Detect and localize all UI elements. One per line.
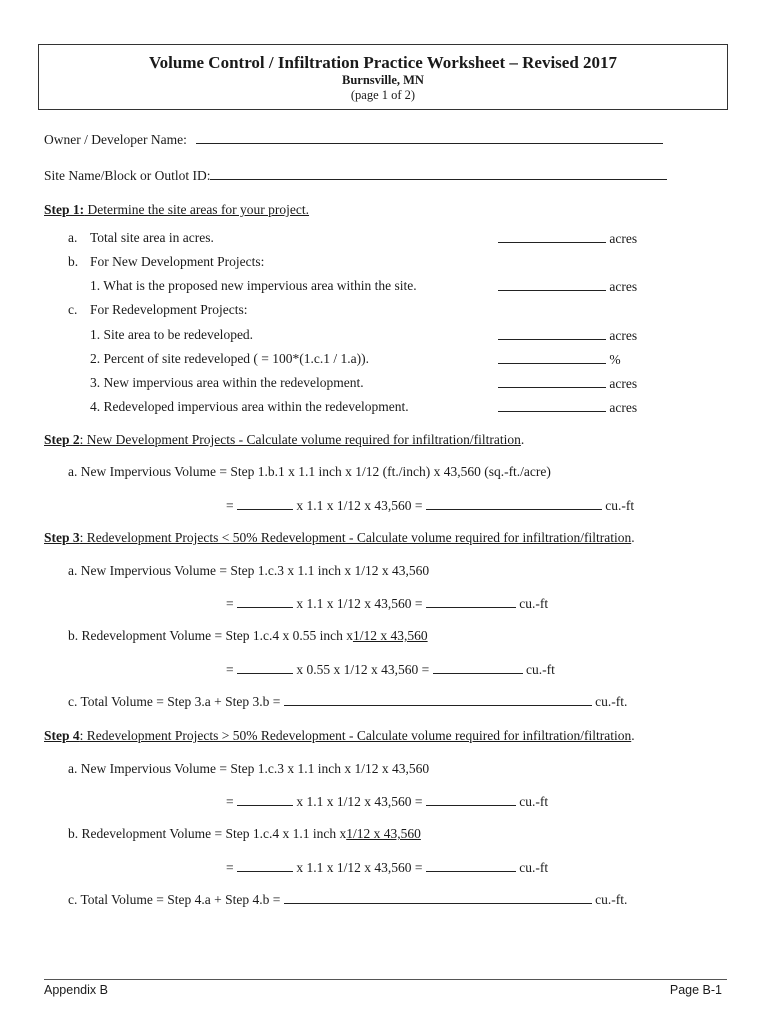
step1-a-answer: acres	[498, 230, 637, 247]
step4-heading: Step 4: Redevelopment Projects > 50% Redevelopment - Calculate volume required for infiltration/filtration.	[44, 728, 635, 743]
step2-result-field[interactable]	[426, 497, 602, 510]
step3b-result-field[interactable]	[433, 661, 523, 674]
step1-c3-label: 3. New impervious area within the redevelopment.	[90, 375, 364, 390]
site-row	[44, 167, 667, 184]
step3-heading: Step 3: Redevelopment Projects < 50% Redevelopment - Calculate volume required for infiltration/filtration.	[44, 530, 635, 545]
redeveloped-impervious-field[interactable]	[498, 399, 606, 412]
step1-b-label: For New Development Projects:	[90, 254, 265, 269]
step2-a-calc: = x 1.1 x 1/12 x 43,560 = cu.-ft	[226, 498, 635, 513]
step4-c-total: c. Total Volume = Step 4.a + Step 4.b = cu.-ft.	[68, 892, 628, 907]
new-impervious-area-field[interactable]	[498, 278, 606, 291]
total-site-area-field[interactable]	[498, 230, 606, 243]
step4-b-formula: b. Redevelopment Volume = Step 1.c.4 x 1.1 inch x1/12 x 43,560	[68, 826, 421, 841]
owner-row	[44, 131, 663, 148]
step1-c-label: For Redevelopment Projects:	[90, 302, 248, 317]
step1-a-label: Total site area in acres.	[90, 230, 214, 245]
footer-divider	[44, 979, 727, 980]
site-label: Site Name/Block or Outlot ID:	[44, 168, 211, 183]
footer-page-number: Page B-1	[669, 983, 722, 997]
step3-c-total: c. Total Volume = Step 3.a + Step 3.b = cu.-ft.	[68, 694, 628, 709]
step1-b1-answer: acres	[498, 278, 637, 295]
site-name-field[interactable]	[210, 167, 667, 180]
step2-a-formula: a. New Impervious Volume = Step 1.b.1 x 1.1 inch x 1/12 (ft./inch) x 43,560 (sq.-ft./acre)	[68, 464, 551, 479]
step3b-input-field[interactable]	[237, 661, 293, 674]
step4b-input-field[interactable]	[237, 859, 293, 872]
step4b-result-field[interactable]	[426, 859, 516, 872]
step4-a-formula: a. New Impervious Volume = Step 1.c.3 x 1.1 inch x 1/12 x 43,560	[68, 761, 430, 776]
step3-b-formula: b. Redevelopment Volume = Step 1.c.4 x 0.55 inch x1/12 x 43,560	[68, 628, 428, 643]
owner-label: Owner / Developer Name:	[44, 132, 187, 147]
step1-c-marker: c.	[68, 302, 78, 317]
step4-a-calc: = x 1.1 x 1/12 x 43,560 = cu.-ft	[226, 794, 549, 809]
step4-b-calc: = x 1.1 x 1/12 x 43,560 = cu.-ft	[226, 860, 549, 875]
step1-a-marker: a.	[68, 230, 78, 245]
step1-c1-answer: acres	[498, 327, 637, 344]
header-box	[38, 44, 728, 110]
step1-c3-answer: acres	[498, 375, 637, 392]
step3-a-formula: a. New Impervious Volume = Step 1.c.3 x 1.1 inch x 1/12 x 43,560	[68, 563, 430, 578]
percent-redeveloped-field[interactable]	[498, 351, 606, 364]
step1-c4-answer: acres	[498, 399, 637, 416]
step3-b-calc: = x 0.55 x 1/12 x 43,560 = cu.-ft	[226, 662, 555, 677]
step1-c2-label: 2. Percent of site redeveloped ( = 100*(1.c.1 / 1.a)).	[90, 351, 370, 366]
step2-heading: Step 2: New Development Projects - Calculate volume required for infiltration/filtration.	[44, 432, 525, 447]
footer-appendix: Appendix B	[44, 983, 108, 997]
step3a-input-field[interactable]	[237, 595, 293, 608]
owner-name-field[interactable]	[196, 131, 663, 144]
page-indicator: (page 1 of 2)	[350, 88, 416, 102]
step4a-result-field[interactable]	[426, 793, 516, 806]
step1-c1-label: 1. Site area to be redeveloped.	[90, 327, 254, 342]
new-impervious-redev-field[interactable]	[498, 375, 606, 388]
redeveloped-area-field[interactable]	[498, 327, 606, 340]
step3a-result-field[interactable]	[426, 595, 516, 608]
step4a-input-field[interactable]	[237, 793, 293, 806]
step4-total-field[interactable]	[284, 891, 592, 904]
step1-b1-label: 1. What is the proposed new impervious area within the site.	[90, 278, 417, 293]
step1-heading: Step 1: Determine the site areas for your project.	[44, 202, 310, 217]
step1-c4-label: 4. Redeveloped impervious area within the redevelopment.	[90, 399, 409, 414]
step2-input-field[interactable]	[237, 497, 293, 510]
step3-total-field[interactable]	[284, 693, 592, 706]
step3-a-calc: = x 1.1 x 1/12 x 43,560 = cu.-ft	[226, 596, 549, 611]
step1-b-marker: b.	[68, 254, 79, 269]
page-title: Volume Control / Infiltration Practice Worksheet – Revised 2017	[148, 53, 618, 72]
step1-c2-answer: %	[498, 351, 621, 368]
city-subtitle: Burnsville, MN	[342, 73, 424, 87]
